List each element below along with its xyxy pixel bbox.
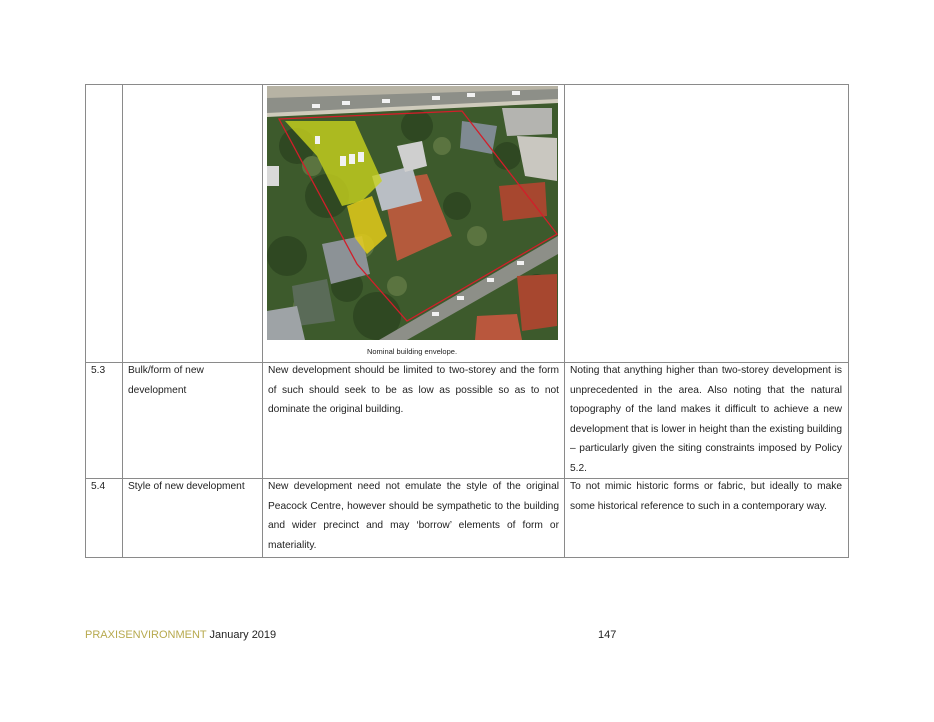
footer-brand: PRAXISENVIRONMENT — [85, 629, 207, 641]
footer-date: January 2019 — [209, 629, 277, 641]
policy-table — [85, 84, 849, 558]
column-divider — [122, 85, 123, 557]
page-number: 147 — [598, 629, 617, 641]
aerial-site-photo — [267, 86, 558, 340]
row-policy: New development should be limited to two-storey and the form of such should seek to be as low as possible so as to not dominate the original building. — [268, 365, 559, 415]
row-number: 5.4 — [91, 481, 106, 492]
row-topic: Style of new development — [128, 481, 245, 492]
figure-caption: Nominal building envelope. — [366, 347, 458, 356]
row-topic: Bulk/form of new development — [128, 365, 204, 396]
row-policy: New development need not emulate the style of the original Peacock Centre, however should be sympathetic to the building and wider precinct and may ‘borrow’ elements of form or materiality. — [268, 481, 559, 551]
row-comment: To not mimic historic forms or fabric, but ideally to make some historical reference to such in a contemporary way. — [570, 481, 842, 512]
column-divider — [564, 85, 565, 557]
row-number: 5.3 — [91, 365, 106, 376]
column-divider — [262, 85, 263, 557]
footer-brand-date — [85, 629, 276, 641]
row-comment: Noting that anything higher than two-storey development is unprecedented in the area. Also noting that the natural topography of the land makes it difficult to achieve a new development that is lower in height than the existing building – particularly given the siting constraints imposed by Policy 5.2. — [570, 365, 842, 474]
